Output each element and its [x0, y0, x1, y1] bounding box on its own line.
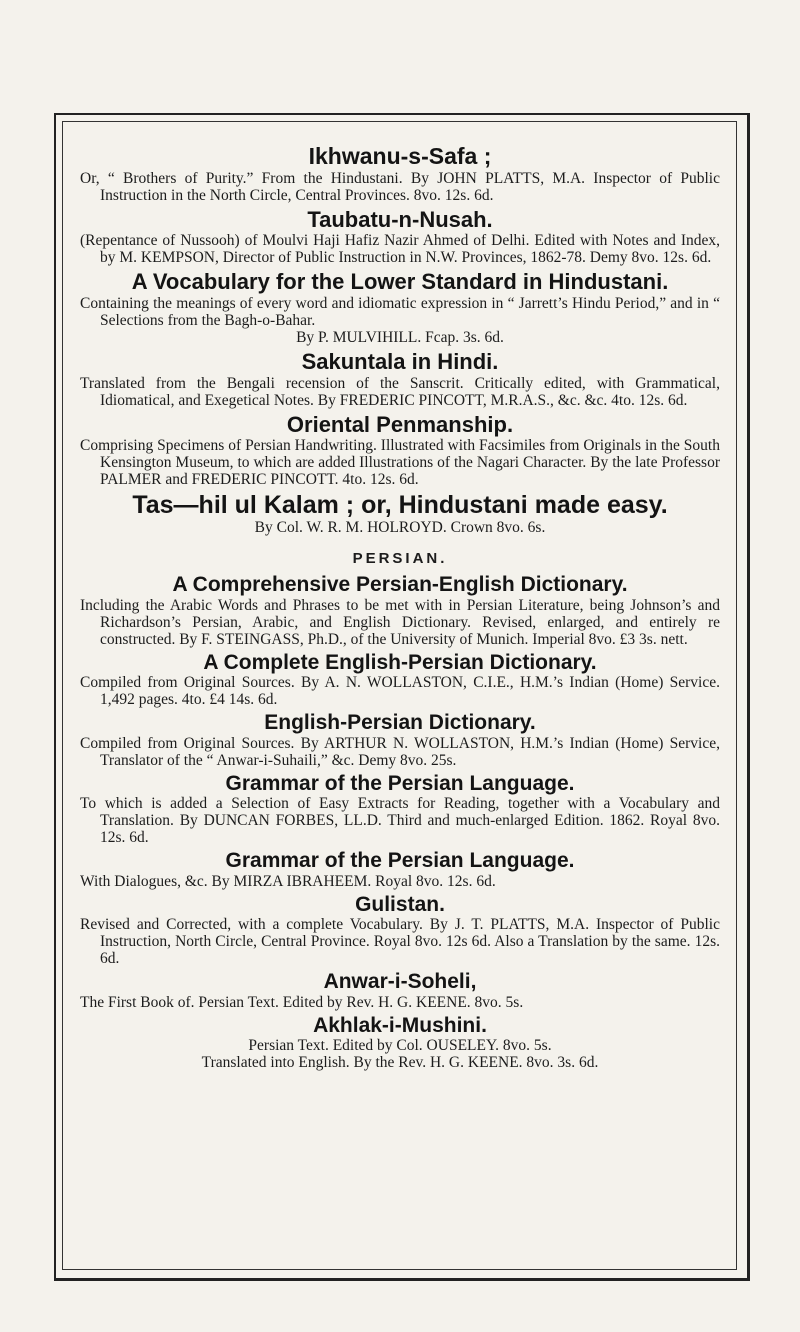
entry-author-line: By Col. W. R. M. HOLROYD. Crown 8vo. 6s.	[254, 519, 546, 537]
entry-title: Akhlak-i-Mushini.	[313, 1013, 487, 1037]
entry-ikhwanu	[80, 144, 720, 204]
entry-description: Comprising Specimens of Persian Handwriting. Illustrated with Facsimiles from Originals in the South Kensington Museum, to which are added Illustrations of the Nagari Character. By the late Professor PALMER and FREDERIC PINCOTT. 4to. 12s. 6d.	[80, 437, 720, 489]
entry-author-line: By P. MULVIHILL. Fcap. 3s. 6d.	[296, 329, 504, 346]
entry-title: Sakuntala in Hindi.	[301, 349, 499, 374]
entry-description: To which is added a Selection of Easy Extracts for Reading, together with a Vocabulary and Translation. By DUNCAN FORBES, LL.D. Third and much-enlarged Edition. 1862. Royal 8vo. 12s. 6d.	[80, 795, 720, 847]
entry-grammar-ibraheem	[80, 849, 720, 890]
entry-title: A Vocabulary for the Lower Standard in Hindustani.	[131, 269, 669, 295]
entry-anwar	[80, 970, 720, 1011]
entry-complete-dictionary	[80, 651, 720, 709]
entry-comprehensive-dictionary	[80, 573, 720, 648]
entry-english-persian-dictionary	[80, 711, 720, 769]
entry-description: Persian Text. Edited by Col. OUSELEY. 8vo. 5s.	[248, 1037, 552, 1055]
entry-sakuntala	[80, 350, 720, 409]
entry-title: Taubatu-n-Nusah.	[307, 206, 493, 232]
entry-vocabulary	[80, 270, 720, 346]
entry-translation-line: Translated into English. By the Rev. H. G. KEENE. 8vo. 3s. 6d.	[201, 1054, 599, 1072]
entry-title: Gulistan.	[355, 892, 445, 916]
entry-taubatu	[80, 208, 720, 267]
entry-penmanship	[80, 413, 720, 489]
entry-tashil	[80, 491, 720, 536]
entry-title: English-Persian Dictionary.	[264, 711, 536, 735]
entry-title: Tas—hil ul Kalam ; or, Hindustani made easy.	[132, 491, 668, 520]
entry-description: Compiled from Original Sources. By ARTHUR N. WOLLASTON, H.M.’s Indian (Home) Service, Translator of the “ Anwar-i-Suhaili,” &c. Demy 8vo. 25s.	[80, 734, 720, 769]
entry-akhlak	[80, 1014, 720, 1072]
entry-title: Oriental Penmanship.	[286, 411, 514, 437]
entry-description: Translated from the Bengali recension of the Sanscrit. Critically edited, with Grammatical, Idiomatical, and Exegetical Notes. By FREDERIC PINCOTT, M.R.A.S., &c. &c. 4to. 12s. 6d.	[80, 374, 720, 409]
entry-description: The First Book of. Persian Text. Edited by Rev. H. G. KEENE. 8vo. 5s.	[80, 993, 524, 1011]
entry-title: A Comprehensive Persian-English Dictionary.	[172, 573, 628, 597]
entry-gulistan	[80, 893, 720, 968]
entry-description: Including the Arabic Words and Phrases to be met with in Persian Literature, being Johnson’s and Richardson’s Persian, Arabic, and English Dictionary. Revised, enlarged, and entirely re constructed. By F. STEINGASS, Ph.D., of the University of Munich. Imperial 8vo. £3 3s. nett.	[80, 596, 720, 648]
entry-description: Containing the meanings of every word and idiomatic expression in “ Jarrett’s Hindu Period,” and in “ Selections from the Bagh-o-Bahar.	[80, 295, 720, 329]
entry-title: Grammar of the Persian Language.	[225, 849, 575, 873]
entry-grammar-forbes	[80, 772, 720, 847]
entry-description: Compiled from Original Sources. By A. N. WOLLASTON, C.I.E., H.M.’s Indian (Home) Service. 1,492 pages. 4to. £4 14s. 6d.	[80, 674, 720, 709]
entry-title: A Complete English-Persian Dictionary.	[203, 650, 597, 674]
section-heading-persian: PERSIAN.	[352, 550, 448, 568]
entry-description: Revised and Corrected, with a complete Vocabulary. By J. T. PLATTS, M.A. Inspector of Public Instruction, North Circle, Central Province. Royal 8vo. 12s 6d. Also a Translation by the same. 12s. 6d.	[80, 916, 720, 968]
entry-description: (Repentance of Nussooh) of Moulvi Haji Hafiz Nazir Ahmed of Delhi. Edited with Notes and Index, by M. KEMPSON, Director of Public Instruction in N.W. Provinces, 1862-78. Demy 8vo. 12s. 6d.	[80, 232, 720, 267]
catalogue-page	[80, 128, 720, 1074]
entry-title: Ikhwanu-s-Safa ;	[308, 143, 492, 169]
entry-description: With Dialogues, &c. By MIRZA IBRAHEEM. Royal 8vo. 12s. 6d.	[80, 872, 496, 890]
entry-description: Or, “ Brothers of Purity.” From the Hindustani. By JOHN PLATTS, M.A. Inspector of Public Instruction in the North Circle, Central Provinces. 8vo. 12s. 6d.	[80, 169, 720, 204]
entry-title: Anwar-i-Soheli,	[323, 970, 477, 994]
entry-title: Grammar of the Persian Language.	[225, 771, 575, 795]
